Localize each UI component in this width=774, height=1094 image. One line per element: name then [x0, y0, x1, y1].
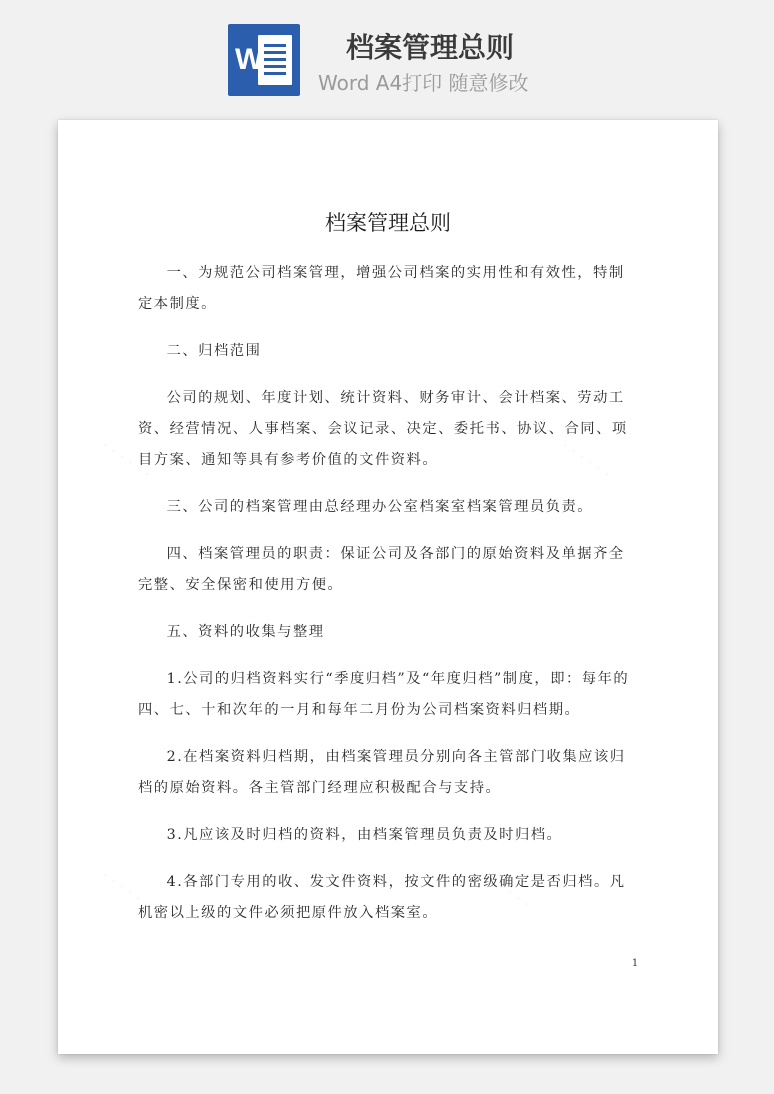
banner-subtitle: Word A4打印 随意修改	[318, 71, 529, 95]
document-page	[58, 120, 718, 1054]
paragraph: 四、档案管理员的职责：保证公司及各部门的原始资料及单据齐全完整、安全保密和使用方便。	[138, 546, 625, 593]
word-icon	[228, 24, 300, 96]
paragraph: 1.公司的归档资料实行“季度归档”及“年度归档”制度，即：每年的四、七、十和次年的一月和每年二月份为公司档案资料归档期。	[138, 671, 630, 718]
section-heading: 二、归档范围	[166, 343, 262, 359]
document-title: 档案管理总则	[325, 211, 451, 235]
word-icon-letter: W	[235, 43, 264, 76]
document-body	[138, 258, 640, 945]
paragraph: 公司的规划、年度计划、统计资料、财务审计、会计档案、劳动工资、经营情况、人事档案、会议记录、决定、委托书、协议、合同、项目方案、通知等具有参考价值的文件资料。	[138, 390, 628, 468]
paragraph: 三、公司的档案管理由总经理办公室档案室档案管理员负责。	[166, 499, 594, 515]
page-number: 1	[631, 958, 639, 969]
paragraph: 2.在档案资料归档期，由档案管理员分别向各主管部门收集应该归档的原始资料。各主管部门经理应积极配合与支持。	[138, 749, 626, 796]
section-heading: 五、资料的收集与整理	[166, 624, 325, 640]
banner-title: 档案管理总则	[345, 31, 514, 64]
paragraph: 3.凡应该及时归档的资料，由档案管理员负责及时归档。	[166, 827, 563, 843]
paragraph: 4.各部门专用的收、发文件资料，按文件的密级确定是否归档。凡机密以上级的文件必须把原件放入档案室。	[138, 874, 626, 921]
header	[0, 0, 774, 118]
paragraph: 一、为规范公司档案管理，增强公司档案的实用性和有效性，特制定本制度。	[138, 265, 625, 312]
